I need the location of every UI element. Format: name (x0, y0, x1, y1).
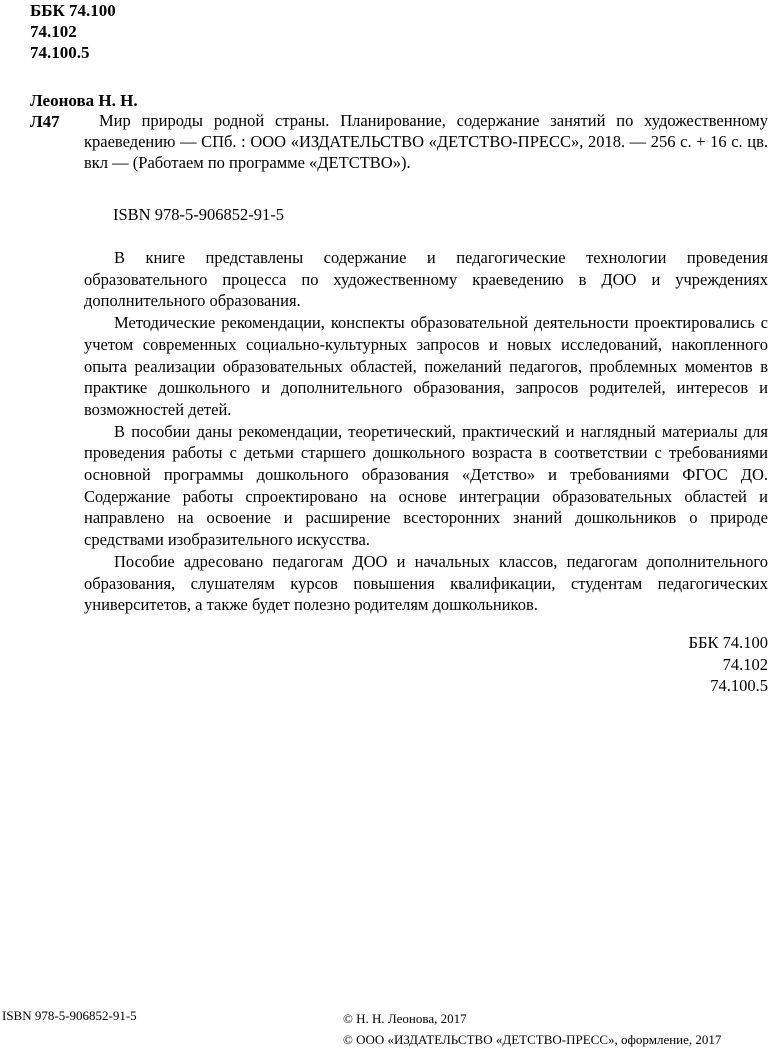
isbn: ISBN 978-5-906852-91-5 (113, 205, 284, 224)
bbk-code-2: 74.102 (722, 654, 768, 674)
footer-isbn: ISBN 978-5-906852-91-5 (2, 1008, 137, 1023)
bbk-classification-footer (689, 632, 768, 697)
abstract-paragraph: В книге представлены содержание и педагогические технологии проведения образовательного процесса по художественному краеведению в ДОО и учреждениях дополнительного образования. (84, 248, 768, 311)
copyright-author: © Н. Н. Леонова, 2017 (343, 1011, 467, 1026)
bbk-code-2: 74.102 (30, 22, 77, 41)
bbk-classification-header (30, 0, 116, 63)
abstract-paragraph: Пособие адресовано педагогам ДОО и начальных классов, педагогам дополнительного образования, слушателям курсов повышения квалификации, студентам педагогических университетов, а также будет полезно родителям дошкольников. (84, 551, 768, 615)
abstract-paragraph: В пособии даны рекомендации, теоретический, практический и наглядный материалы для проведения работы с детьми старшего дошкольного возраста в соответствии с требованиями основной программы дошкольного образования «Детство» и требованиями ФГОС ДО. Содержание работы спроектировано на основе интеграции образовательных областей и направлено на освоение и расширение всесторонних знаний дошкольников о природе средствами изобразительного искусства. (84, 421, 768, 550)
copyright-publisher: © ООО «ИЗДАТЕЛЬСТВО «ДЕТСТВО-ПРЕСС», оформление, 2017 (343, 1032, 722, 1047)
bbk-code-3: 74.100.5 (710, 676, 768, 695)
abstract-paragraph: Методические рекомендации, конспекты образовательной деятельности проектировались с учетом современных социально-культурных запросов и новых исследований, накопленного опыта реализации образовательных областей, пожеланий педагогов, проблемных моментов в практике дошкольного и дополнительного образования, запросов родителей, интересов и возможностей детей. (84, 313, 768, 419)
copyright-block (343, 1008, 721, 1050)
bbk-code-1: ББК 74.100 (688, 633, 768, 652)
bbk-code-3: 74.100.5 (30, 43, 90, 62)
abstract (84, 247, 768, 616)
author-code: Л47 (30, 112, 60, 131)
bbk-code-1: ББК 74.100 (30, 1, 116, 20)
author-name: Леонова Н. Н. (30, 91, 138, 110)
bibliographic-description (84, 110, 768, 173)
bibliographic-description-text: Мир природы родной страны. Планирование, содержание занятий по художественному краеведению — СПб. : ООО «ИЗДАТЕЛЬСТВО «ДЕТСТВО-ПРЕСС», 2018. — 256 с. + 16 с. цв. вкл — (Работаем по программе «ДЕТСТВО»). (84, 111, 768, 172)
